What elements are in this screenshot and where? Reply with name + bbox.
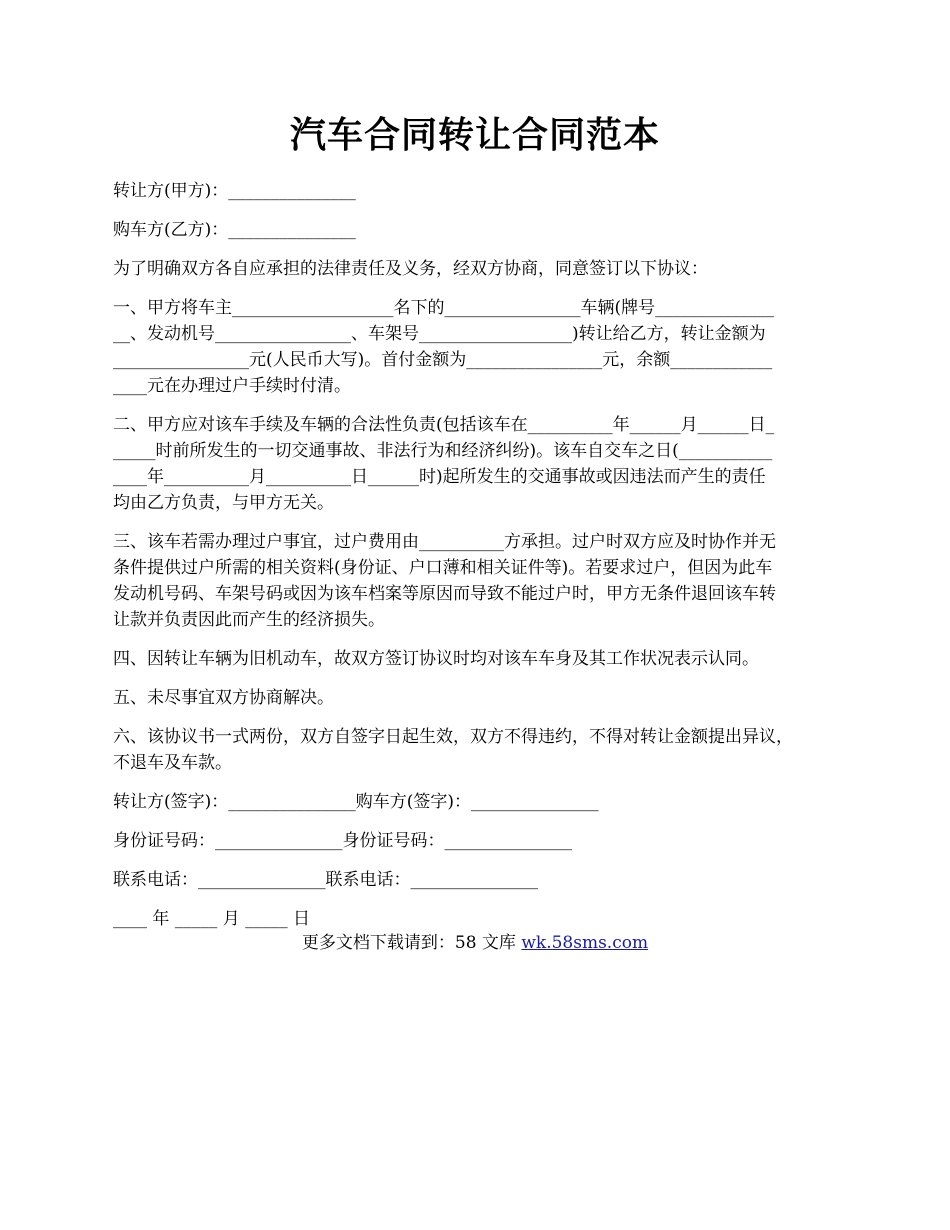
footer-prefix: 更多文档下载请到：58 文库 bbox=[301, 933, 522, 953]
date-line: ____ 年 _____ 月 _____ 日 bbox=[113, 909, 311, 929]
buyer-party-line: 购车方(乙方)：_______________ bbox=[113, 220, 356, 240]
signature-line: 转让方(签字)：_______________购车方(签字)：_______________ bbox=[113, 792, 599, 812]
clause-1: 一、甲方将车主___________________名下的________________车辆(牌号______________ __、发动机号________________、车架号__________________)转让给乙方，转让金额为 ________________元(人民币大写)。首付金额为________________元，余额____________ ____元在办理过户手续时付清。 bbox=[113, 298, 775, 396]
transferor-party-line: 转让方(甲方)：_______________ bbox=[113, 181, 356, 201]
phone-line: 联系电话：_______________联系电话：_______________ bbox=[113, 870, 538, 890]
clause-5: 五、未尽事宜双方协商解决。 bbox=[113, 688, 334, 708]
document-body bbox=[113, 178, 839, 945]
clause-4: 四、因转让车辆为旧机动车，故双方签订协议时均对该车车身及其工作状况表示认同。 bbox=[113, 649, 759, 669]
download-footer bbox=[0, 930, 950, 956]
agreement-preamble: 为了明确双方各自应承担的法律责任及义务，经双方协商，同意签订以下协议： bbox=[113, 259, 708, 279]
clause-6: 六、该协议书一式两份，双方自签字日起生效，双方不得违约，不得对转让金额提出异议， 不退车及车款。 bbox=[113, 727, 793, 773]
id-number-line: 身份证号码：_______________身份证号码：_______________ bbox=[113, 831, 572, 851]
clause-3: 三、该车若需办理过户事宜，过户费用由__________方承担。过户时双方应及时协作并无 条件提供过户所需的相关资料(身份证、户口薄和相关证件等)。若要求过户，但因为此车 发动机号码、车架号码或因为该车档案等原因而导致不能过户时，甲方无条件退回该车转 让款并负责因此而产生的经济损失。 bbox=[113, 532, 776, 630]
clause-2: 二、甲方应对该车手续及车辆的合法性负责(包括该车在__________年______月______日_ _____时前所发生的一切交通事故、非法行为和经济纠纷)。该车自交车之日(___________ ____年__________月__________日______时)起所发生的交通事故或因违法而产生的责任 均由乙方负责，与甲方无关。 bbox=[113, 415, 775, 513]
footer-link[interactable]: wk.58sms.com bbox=[521, 933, 649, 953]
document-title: 汽车合同转让合同范本 bbox=[289, 114, 660, 156]
